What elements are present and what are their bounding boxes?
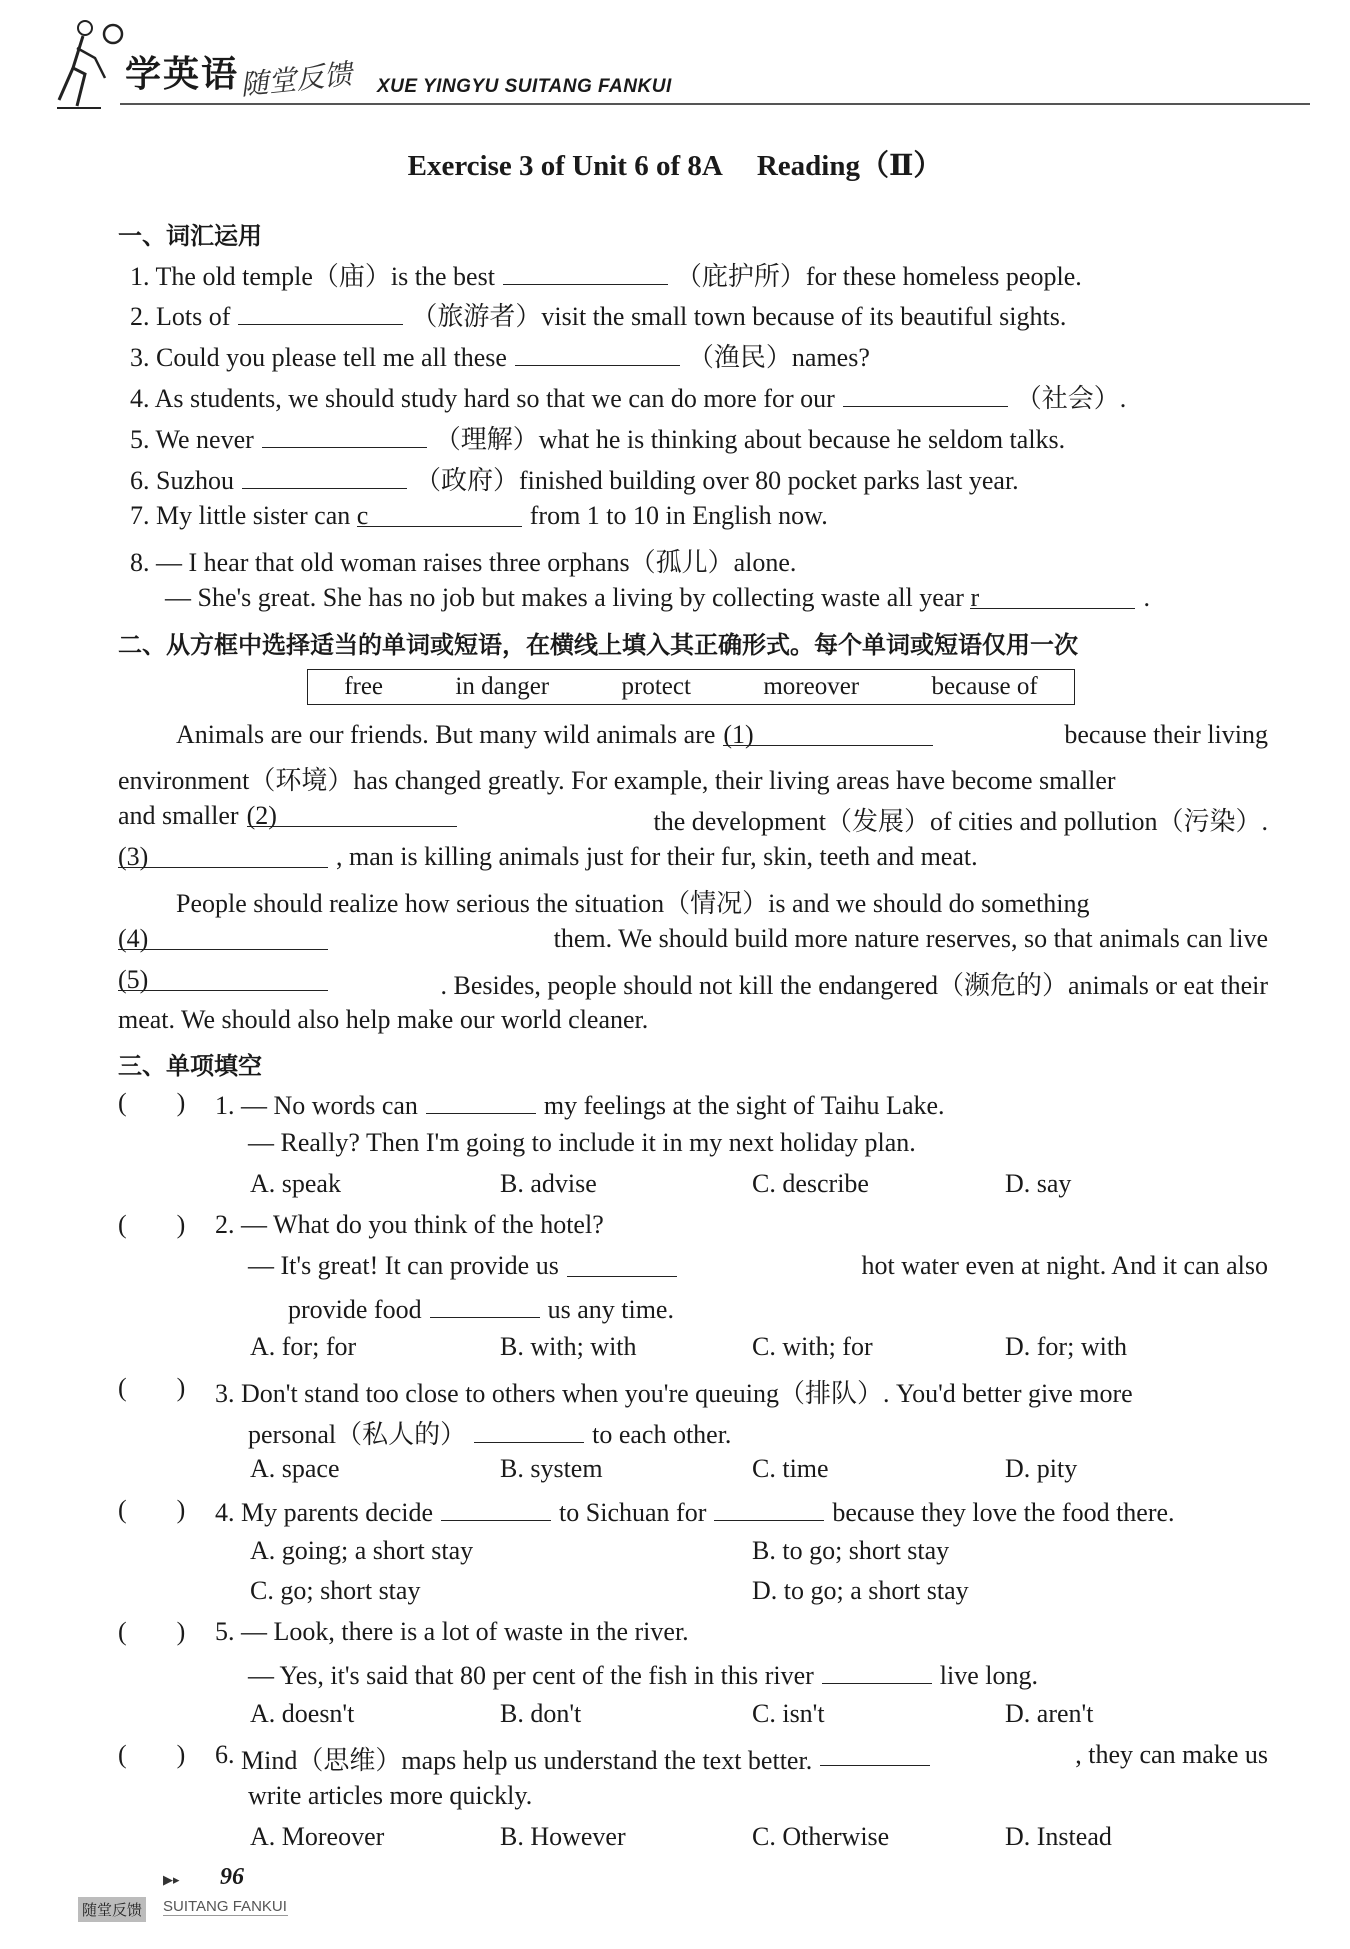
passage-line: environment（环境）has changed greatly. For example, their living areas have become smaller (118, 766, 1116, 795)
vocab-item-5: 5. We never （理解）what he is thinking about because he seldom talks. (130, 419, 1065, 456)
passage-blank-4[interactable]: (4) (118, 924, 328, 950)
option-d[interactable]: D. say (1005, 1169, 1072, 1198)
answer-paren[interactable]: ( ) (118, 1740, 186, 1769)
option-d[interactable]: D. pity (1005, 1454, 1078, 1483)
passage-line: and smaller (2) the development（发展）of cities and pollution（污染）. (118, 801, 1268, 836)
section-1-heading: 一、词汇运用 (118, 222, 262, 250)
section-2-heading: 二、从方框中选择适当的单词或短语，在横线上填入其正确形式。每个单词或短语仅用一次 (118, 631, 1078, 659)
option-b[interactable]: B. system (500, 1454, 603, 1483)
question-2-reply-cont: provide food us any time. (288, 1292, 674, 1325)
option-c[interactable]: C. time (752, 1454, 829, 1483)
answer-blank[interactable] (503, 259, 668, 285)
answer-blank[interactable] (430, 1292, 540, 1318)
vocab-item-8-reply: — She's great. She has no job but makes a living by collecting waste all year r . (165, 583, 1150, 612)
answer-blank[interactable]: r (970, 583, 1135, 609)
question-6: 6. Mind（思维）maps help us understand the text better. , they can make us (215, 1740, 1268, 1775)
option-d[interactable]: D. aren't (1005, 1699, 1094, 1728)
passage-blank-1[interactable]: (1) (723, 720, 933, 746)
option-c[interactable]: C. isn't (752, 1699, 825, 1728)
passage-blank-2[interactable]: (2) (247, 801, 457, 827)
option-d[interactable]: D. Instead (1005, 1822, 1112, 1851)
answer-paren[interactable]: ( ) (118, 1210, 186, 1239)
option-c[interactable]: C. describe (752, 1169, 869, 1198)
option-b[interactable]: B. with; with (500, 1332, 637, 1361)
answer-blank[interactable] (515, 340, 680, 366)
vocab-item-2: 2. Lots of （旅游者）visit the small town because of its beautiful sights. (130, 296, 1066, 333)
question-3-cont: personal（私人的） to each other. (248, 1414, 731, 1451)
option-c[interactable]: C. go; short stay (250, 1576, 421, 1605)
answer-blank[interactable]: c (357, 501, 522, 527)
vocab-item-8: 8. — I hear that old woman raises three orphans（孤儿）alone. (130, 548, 797, 577)
answer-blank[interactable] (474, 1417, 584, 1443)
option-c[interactable]: C. with; for (752, 1332, 873, 1361)
word-box (307, 669, 1075, 705)
answer-paren[interactable]: ( ) (118, 1617, 186, 1646)
section-3-heading: 三、单项填空 (118, 1052, 262, 1080)
answer-blank[interactable] (238, 299, 403, 325)
page-number: 96 (220, 1864, 244, 1890)
answer-blank[interactable] (843, 381, 1008, 407)
option-a[interactable]: A. speak (250, 1169, 341, 1198)
vocab-item-3: 3. Could you please tell me all these （渔民）names? (130, 337, 870, 374)
question-2: 2. — What do you think of the hotel? (215, 1210, 604, 1239)
question-5-reply: — Yes, it's said that 80 per cent of the fish in this river live long. (248, 1658, 1038, 1691)
option-a[interactable]: A. going; a short stay (250, 1536, 474, 1565)
answer-blank[interactable] (262, 422, 427, 448)
passage-line: Animals are our friends. But many wild animals are (1) because their living (176, 720, 1268, 749)
answer-blank[interactable] (242, 463, 407, 489)
footer-tag: 随堂反馈 (78, 1897, 146, 1922)
brand-pinyin: XUE YINGYU SUITANG FANKUI (377, 76, 672, 97)
title-main: Exercise 3 of Unit 6 of 8A (407, 150, 723, 182)
word-option: because of (931, 673, 1038, 700)
answer-paren[interactable]: ( ) (118, 1495, 186, 1524)
vocab-item-7: 7. My little sister can c from 1 to 10 in English now. (130, 501, 828, 530)
passage-blank-3[interactable]: (3) (118, 842, 328, 868)
answer-blank[interactable] (822, 1658, 932, 1684)
brand-title: 学英语 (125, 54, 240, 95)
option-d[interactable]: D. for; with (1005, 1332, 1128, 1361)
header-rule (120, 103, 1310, 105)
word-option: free (344, 673, 384, 700)
answer-blank[interactable] (567, 1251, 677, 1277)
option-b[interactable]: B. don't (500, 1699, 582, 1728)
passage-line: meat. We should also help make our world cleaner. (118, 1005, 649, 1034)
page-title (0, 143, 1350, 184)
passage-blank-5[interactable]: (5) (118, 965, 328, 991)
passage-line: (3) , man is killing animals just for their fur, skin, teeth and meat. (118, 842, 978, 871)
page-header (55, 18, 1315, 118)
answer-blank[interactable] (441, 1495, 551, 1521)
question-5: 5. — Look, there is a lot of waste in the river. (215, 1617, 689, 1646)
option-a[interactable]: A. for; for (250, 1332, 357, 1361)
answer-blank[interactable] (820, 1740, 930, 1766)
answer-blank[interactable] (714, 1495, 824, 1521)
footer-pinyin: SUITANG FANKUI (163, 1898, 287, 1915)
word-option: protect (621, 673, 691, 700)
vocab-item-4: 4. As students, we should study hard so that we can do more for our （社会）. (130, 378, 1126, 415)
question-1: 1. — No words can my feelings at the sight of Taihu Lake. (215, 1088, 945, 1121)
question-3: 3. Don't stand too close to others when you're queuing（排队）. You'd better give more (215, 1379, 1133, 1408)
question-4: 4. My parents decide to Sichuan for because they love the food there. (215, 1495, 1175, 1528)
word-option: in danger (455, 673, 550, 700)
option-a[interactable]: A. doesn't (250, 1699, 355, 1728)
option-d[interactable]: D. to go; a short stay (752, 1576, 969, 1605)
student-reading-logo-icon (55, 18, 135, 114)
vocab-item-6: 6. Suzhou （政府）finished building over 80 pocket parks last year. (130, 460, 1019, 497)
option-c[interactable]: C. Otherwise (752, 1822, 890, 1851)
arrow-icon: ▶▸ (163, 1873, 180, 1888)
title-sub: Reading（Ⅱ） (756, 150, 943, 182)
question-6-cont: write articles more quickly. (248, 1781, 533, 1810)
answer-paren[interactable]: ( ) (118, 1088, 186, 1117)
question-1-reply: — Really? Then I'm going to include it in my next holiday plan. (248, 1128, 916, 1157)
passage-line: (5) . Besides, people should not kill the endangered（濒危的）animals or eat their (118, 965, 1268, 1000)
option-a[interactable]: A. Moreover (250, 1822, 385, 1851)
brand-handwriting: 随堂反馈 (238, 57, 354, 102)
option-b[interactable]: B. However (500, 1822, 626, 1851)
passage-line: People should realize how serious the situation（情况）is and we should do something (176, 889, 1090, 918)
option-b[interactable]: B. advise (500, 1169, 597, 1198)
answer-blank[interactable] (426, 1088, 536, 1114)
option-b[interactable]: B. to go; short stay (752, 1536, 950, 1565)
option-a[interactable]: A. space (250, 1454, 340, 1483)
word-option: moreover (763, 673, 860, 700)
question-2-reply: — It's great! It can provide us hot water even at night. And it can also (248, 1251, 1268, 1280)
answer-paren[interactable]: ( ) (118, 1373, 186, 1402)
vocab-item-1: 1. The old temple（庙）is the best （庇护所）for these homeless people. (130, 256, 1082, 293)
passage-line: (4) them. We should build more nature reserves, so that animals can live (118, 924, 1268, 953)
